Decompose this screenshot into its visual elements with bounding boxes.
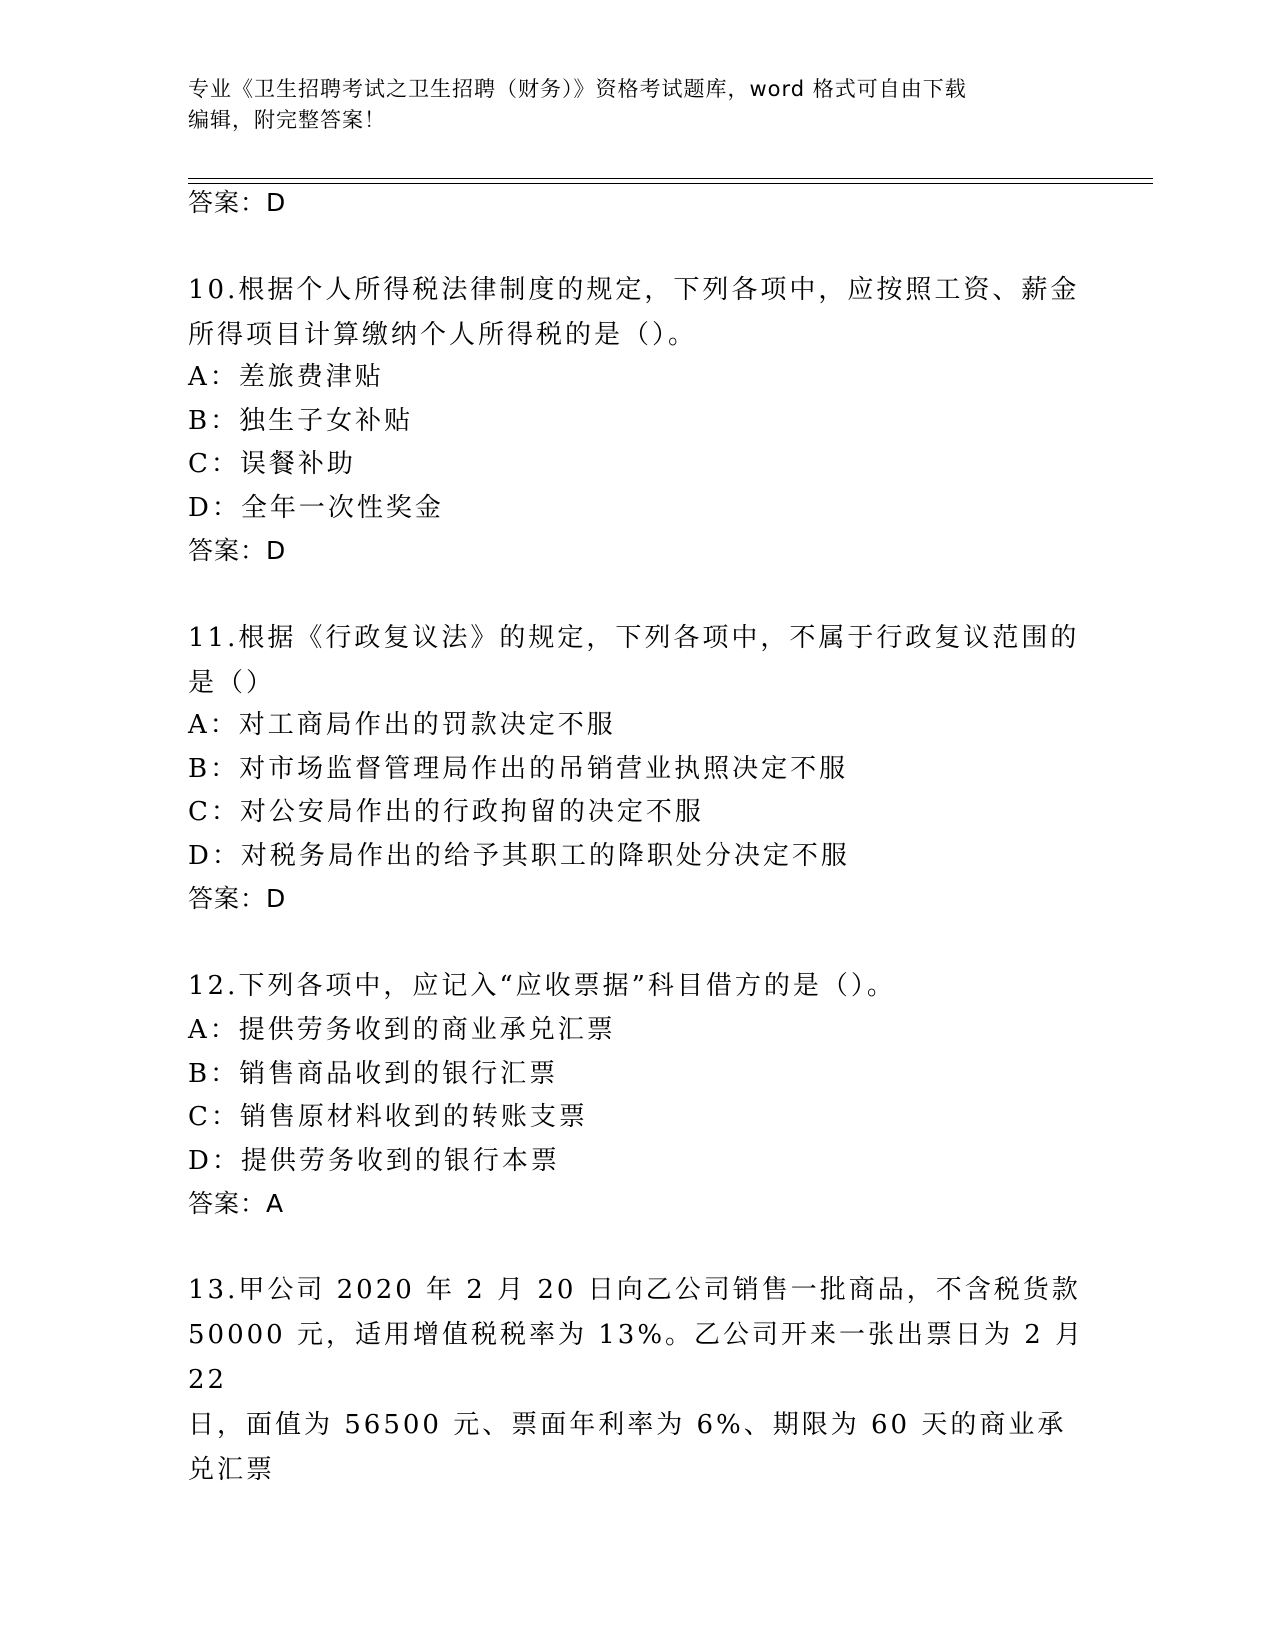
question-line: 日，面值为 56500 元、票面年利率为 6%、期限为 60 天的商业承兑汇票 — [188, 1410, 1067, 1485]
answer: 答案：D — [188, 536, 287, 565]
document-header — [188, 74, 1088, 136]
option-a: A：提供劳务收到的商业承兑汇票 — [188, 1015, 616, 1045]
option-b: B：对市场监督管理局作出的吊销营业执照决定不服 — [188, 754, 849, 784]
header-line-1: 专业《卫生招聘考试之卫生招聘（财务）》资格考试题库，word 格式可自由下载 — [188, 77, 967, 101]
question-text — [188, 1268, 1088, 1493]
question-line: 13.甲公司 2020 年 2 月 20 日向乙公司销售一批商品，不含税货款 — [188, 1275, 1081, 1305]
option-c: C：误餐补助 — [188, 449, 356, 479]
question-text — [188, 616, 1088, 706]
question-line: 50000 元，适用增值税税率为 13%。乙公司开来一张出票日为 2 月 22 — [188, 1320, 1085, 1395]
option-b: B：销售商品收到的银行汇票 — [188, 1059, 559, 1089]
question-line: 是（） — [188, 668, 276, 698]
answer: 答案：A — [188, 1189, 285, 1218]
option-a: A：对工商局作出的罚款决定不服 — [188, 710, 616, 740]
header-rule-bottom — [188, 183, 1153, 184]
question-line: 10.根据个人所得税法律制度的规定，下列各项中，应按照工资、薪金 — [188, 275, 1080, 305]
option-b: B：独生子女补贴 — [188, 406, 414, 436]
option-c: C：销售原材料收到的转账支票 — [188, 1102, 588, 1132]
answer: 答案：D — [188, 884, 287, 913]
question-line: 12.下列各项中，应记入“应收票据”科目借方的是（）。 — [188, 971, 896, 1001]
question-line: 所得项目计算缴纳个人所得税的是（）。 — [188, 320, 698, 350]
option-d: D：全年一次性奖金 — [188, 493, 444, 523]
header-line-2: 编辑，附完整答案！ — [188, 108, 386, 132]
question-text — [188, 964, 1088, 1009]
question-text — [188, 268, 1088, 358]
header-rule-top — [188, 178, 1153, 179]
option-a: A：差旅费津贴 — [188, 362, 384, 392]
option-d: D：提供劳务收到的银行本票 — [188, 1146, 560, 1176]
option-d: D：对税务局作出的给予其职工的降职处分决定不服 — [188, 841, 850, 871]
previous-answer: 答案：D — [188, 188, 287, 217]
question-line: 11.根据《行政复议法》的规定，下列各项中，不属于行政复议范围的 — [188, 623, 1080, 653]
option-c: C：对公安局作出的行政拘留的决定不服 — [188, 797, 704, 827]
